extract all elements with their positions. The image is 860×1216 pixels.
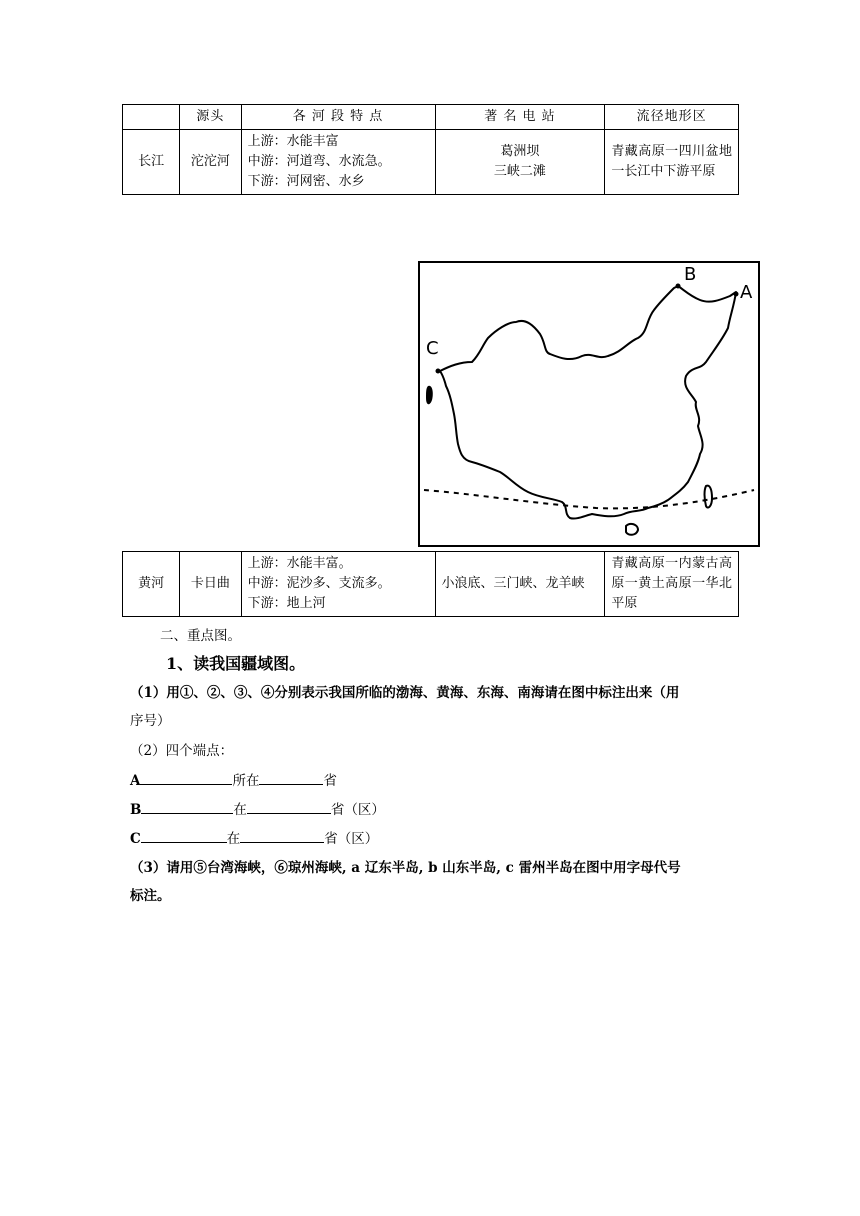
station-2: 三峡二滩 <box>493 164 546 179</box>
river-features <box>241 130 435 195</box>
label-b: B <box>684 264 697 285</box>
answer-c-end: 省（区） <box>324 831 379 847</box>
answer-b-mid: 在 <box>233 802 247 818</box>
answer-a-label: A <box>130 773 141 789</box>
feature-lower: 下游：地上河 <box>247 596 326 611</box>
china-border <box>440 286 736 519</box>
river-stations <box>435 552 605 617</box>
answer-c-mid: 在 <box>226 831 241 847</box>
rivers-table-bottom <box>122 551 739 617</box>
feature-upper: 上游：水能丰富 <box>247 134 339 149</box>
river-source: 沱沱河 <box>180 130 241 195</box>
river-name: 黄河 <box>123 552 180 617</box>
river-stations <box>435 130 605 195</box>
header-cell-stations: 著 名 电 站 <box>435 105 605 130</box>
point-b-dot <box>676 284 681 289</box>
answer-a-blank-1[interactable] <box>140 770 232 785</box>
station-list: 小浪底、三门峡、龙羊峡 <box>441 576 585 591</box>
table-row <box>123 130 739 195</box>
header-cell-features: 各 河 段 特 点 <box>241 105 435 130</box>
answer-b-end: 省（区） <box>330 802 385 818</box>
river-terrain: 青藏高原一内蒙古高原一黄土高原一华北平原 <box>605 552 739 617</box>
label-c: C <box>426 338 439 359</box>
question-1-line-2: 序号） <box>130 713 171 729</box>
point-c-dot <box>436 369 441 374</box>
answer-b-label: B <box>130 802 142 818</box>
rivers-table-top <box>122 104 739 195</box>
pen-mark <box>426 386 433 405</box>
feature-lower: 下游：河网密、水乡 <box>247 174 365 189</box>
header-cell-source: 源头 <box>180 105 241 130</box>
section-subtitle: 1、读我国疆域图。 <box>166 654 306 673</box>
label-a: A <box>740 282 753 303</box>
feature-middle: 中游：泥沙多、支流多。 <box>247 576 391 591</box>
answer-b-blank-2[interactable] <box>247 799 331 814</box>
answer-a-blank-2[interactable] <box>259 770 323 785</box>
table-header-row <box>123 105 739 130</box>
question-3-line-1: （3）请用⑤台湾海峡，⑥琼州海峡, a 辽东半岛, b 山东半岛, c 雷州半岛在图中用字母代号 <box>130 860 681 876</box>
answer-b-line <box>130 799 385 820</box>
feature-upper: 上游：水能丰富。 <box>247 556 352 571</box>
hainan-island <box>626 524 638 535</box>
question-2: （2）四个端点： <box>130 743 234 759</box>
answer-c-line <box>130 828 378 849</box>
river-features <box>241 552 435 617</box>
taiwan-island <box>705 486 713 508</box>
header-cell-blank <box>123 105 180 130</box>
answer-c-label: C <box>130 831 141 847</box>
answer-a-mid: 所在 <box>232 773 260 789</box>
question-1-line-1: （1）用①、②、③、④分别表示我国所临的渤海、黄海、东海、南海请在图中标注出来（用 <box>130 685 680 701</box>
header-cell-terrain: 流径地形区 <box>605 105 739 130</box>
station-1: 葛洲坝 <box>500 144 540 159</box>
answer-c-blank-2[interactable] <box>240 828 324 843</box>
river-source: 卡日曲 <box>180 552 241 617</box>
feature-middle: 中游：河道弯、水流急。 <box>247 154 391 169</box>
section-title: 二、重点图。 <box>160 628 241 644</box>
china-outline-map <box>416 258 762 550</box>
answer-b-blank-1[interactable] <box>141 799 233 814</box>
point-a-dot <box>734 292 739 297</box>
map-frame <box>419 262 759 546</box>
answer-c-blank-1[interactable] <box>141 828 227 843</box>
river-name: 长江 <box>123 130 180 195</box>
question-3-line-2: 标注。 <box>130 888 171 904</box>
river-terrain: 青藏高原一四川盆地一长江中下游平原 <box>605 130 739 195</box>
answer-a-end: 省 <box>323 773 337 789</box>
answer-a-line <box>130 770 337 791</box>
table-row <box>123 552 739 617</box>
